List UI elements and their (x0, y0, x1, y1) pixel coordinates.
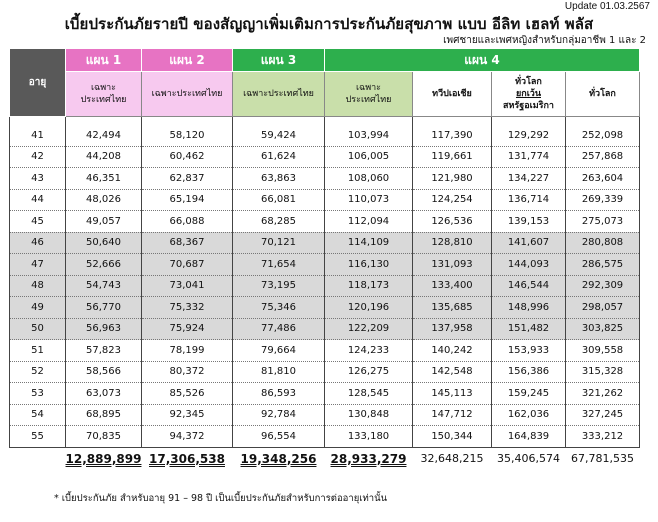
age-cell: 50 (10, 318, 66, 340)
premium-cell: 75,924 (142, 318, 233, 340)
premium-cell: 44,208 (66, 146, 142, 168)
table-row (10, 254, 640, 276)
premium-cell: 120,196 (325, 297, 413, 319)
plan-3-header: แผน 3 (233, 49, 325, 72)
table-row (10, 168, 640, 190)
premium-cell: 48,026 (66, 189, 142, 211)
coverage-header-thailand-plan2: เฉพาะประเทศไทย (142, 72, 233, 117)
premium-cell: 141,607 (492, 232, 566, 254)
premium-cell: 119,661 (413, 146, 492, 168)
premium-cell: 114,109 (325, 232, 413, 254)
premium-cell: 110,073 (325, 189, 413, 211)
age-column-header: อายุ (10, 49, 66, 117)
age-cell: 49 (10, 297, 66, 319)
premium-cell: 56,770 (66, 297, 142, 319)
premium-cell: 133,400 (413, 275, 492, 297)
premium-cell: 79,664 (233, 340, 325, 362)
premium-cell: 128,545 (325, 383, 413, 405)
premium-cell: 153,933 (492, 340, 566, 362)
table-row (10, 383, 640, 405)
coverage-header-asia: ทวีปเอเชีย (413, 72, 492, 117)
premium-cell: 59,424 (233, 125, 325, 146)
premium-cell: 116,130 (325, 254, 413, 276)
premium-cell: 108,060 (325, 168, 413, 190)
premium-cell: 156,386 (492, 361, 566, 383)
premium-cell: 92,784 (233, 404, 325, 426)
table-row (10, 426, 640, 448)
premium-cell: 309,558 (566, 340, 640, 362)
premium-cell: 86,593 (233, 383, 325, 405)
table-row (10, 318, 640, 340)
premium-cell: 327,245 (566, 404, 640, 426)
premium-cell: 128,810 (413, 232, 492, 254)
age-cell: 54 (10, 404, 66, 426)
premium-cell: 136,714 (492, 189, 566, 211)
premium-cell: 286,575 (566, 254, 640, 276)
age-cell: 42 (10, 146, 66, 168)
premium-cell: 134,227 (492, 168, 566, 190)
age-cell: 41 (10, 125, 66, 146)
premium-cell: 131,093 (413, 254, 492, 276)
premium-cell: 159,245 (492, 383, 566, 405)
premium-cell: 68,367 (142, 232, 233, 254)
premium-cell: 130,848 (325, 404, 413, 426)
premium-cell: 147,712 (413, 404, 492, 426)
premium-cell: 77,486 (233, 318, 325, 340)
total-cell: 12,889,899 (65, 451, 142, 466)
plan-1-header: แผน 1 (66, 49, 142, 72)
premium-cell: 275,073 (566, 211, 640, 233)
table-row (10, 361, 640, 383)
premium-cell: 298,057 (566, 297, 640, 319)
table-row (10, 275, 640, 297)
premium-cell: 135,685 (413, 297, 492, 319)
premium-cell: 292,309 (566, 275, 640, 297)
table-row (10, 189, 640, 211)
premium-cell: 164,839 (492, 426, 566, 448)
premium-cell: 122,209 (325, 318, 413, 340)
premium-cell: 52,666 (66, 254, 142, 276)
premium-cell: 73,195 (233, 275, 325, 297)
premium-cell: 117,390 (413, 125, 492, 146)
age-cell: 46 (10, 232, 66, 254)
update-label: Update 01.03.2567 (564, 1, 650, 12)
premium-cell: 80,372 (142, 361, 233, 383)
premium-cell: 146,544 (492, 275, 566, 297)
premium-cell: 257,868 (566, 146, 640, 168)
premium-table (9, 48, 640, 470)
premium-cell: 269,339 (566, 189, 640, 211)
age-cell: 45 (10, 211, 66, 233)
premium-cell: 68,285 (233, 211, 325, 233)
premium-cell: 124,254 (413, 189, 492, 211)
premium-cell: 62,837 (142, 168, 233, 190)
premium-cell: 46,351 (66, 168, 142, 190)
premium-cell: 73,041 (142, 275, 233, 297)
premium-cell: 75,346 (233, 297, 325, 319)
premium-cell: 137,958 (413, 318, 492, 340)
table-row (10, 340, 640, 362)
table-row (10, 297, 640, 319)
total-cell: 32,648,215 (420, 452, 484, 465)
premium-cell: 71,654 (233, 254, 325, 276)
premium-cell: 60,462 (142, 146, 233, 168)
premium-cell: 129,292 (492, 125, 566, 146)
premium-cell: 121,980 (413, 168, 492, 190)
premium-cell: 145,113 (413, 383, 492, 405)
total-cell: 17,306,538 (149, 451, 225, 466)
premium-cell: 333,212 (566, 426, 640, 448)
total-cell: 35,406,574 (497, 452, 560, 465)
table-row (10, 125, 640, 146)
premium-table-body (10, 117, 640, 448)
age-cell: 52 (10, 361, 66, 383)
premium-cell: 315,328 (566, 361, 640, 383)
premium-cell: 61,624 (233, 146, 325, 168)
premium-cell: 66,081 (233, 189, 325, 211)
total-cell: 67,781,535 (571, 452, 634, 465)
premium-cell: 75,332 (142, 297, 233, 319)
premium-cell: 66,088 (142, 211, 233, 233)
premium-cell: 106,005 (325, 146, 413, 168)
premium-cell: 63,073 (66, 383, 142, 405)
premium-cell: 142,548 (413, 361, 492, 383)
age-cell: 51 (10, 340, 66, 362)
premium-cell: 58,566 (66, 361, 142, 383)
age-cell: 44 (10, 189, 66, 211)
premium-cell: 303,825 (566, 318, 640, 340)
premium-cell: 92,345 (142, 404, 233, 426)
coverage-header-thailand-plan1: เฉพาะ ประเทศไทย (66, 72, 142, 117)
premium-cell: 139,153 (492, 211, 566, 233)
page-subtitle: เพศชายและเพศหญิงสำหรับกลุ่มอาชีพ 1 และ 2 (443, 35, 646, 46)
premium-cell: 150,344 (413, 426, 492, 448)
totals-row (10, 447, 640, 470)
table-row (10, 232, 640, 254)
premium-cell: 124,233 (325, 340, 413, 362)
premium-cell: 162,036 (492, 404, 566, 426)
premium-cell: 140,242 (413, 340, 492, 362)
page-title: เบี้ยประกันภัยรายปี ของสัญญาเพิ่มเติมการประกันภัยสุขภาพ แบบ อีลิท เฮลท์ พลัส (64, 15, 594, 33)
table-row (10, 146, 640, 168)
plan-4-header: แผน 4 (325, 49, 640, 72)
premium-cell: 263,604 (566, 168, 640, 190)
age-cell: 55 (10, 426, 66, 448)
coverage-header-worldwide-except-usa: ทั่วโลก ยกเว้น สหรัฐอเมริกา (492, 72, 566, 117)
premium-cell: 112,094 (325, 211, 413, 233)
totals-label-cell (10, 447, 66, 470)
premium-cell: 70,687 (142, 254, 233, 276)
premium-cell: 42,494 (66, 125, 142, 146)
premium-cell: 58,120 (142, 125, 233, 146)
premium-cell: 54,743 (66, 275, 142, 297)
plan-2-header: แผน 2 (142, 49, 233, 72)
premium-cell: 57,823 (66, 340, 142, 362)
premium-cell: 148,996 (492, 297, 566, 319)
premium-cell: 63,863 (233, 168, 325, 190)
spacer-row (10, 117, 640, 126)
premium-cell: 151,482 (492, 318, 566, 340)
premium-cell: 68,895 (66, 404, 142, 426)
total-cell: 19,348,256 (240, 451, 317, 466)
age-cell: 53 (10, 383, 66, 405)
footnote: * เบี้ยประกันภัย สำหรับอายุ 91 – 98 ปี เป็นเบี้ยประกันภัยสำหรับการต่ออายุเท่านั้น (54, 493, 388, 504)
premium-cell: 65,194 (142, 189, 233, 211)
coverage-header-worldwide: ทั่วโลก (566, 72, 640, 117)
premium-cell: 70,121 (233, 232, 325, 254)
premium-cell: 94,372 (142, 426, 233, 448)
age-cell: 47 (10, 254, 66, 276)
table-row (10, 404, 640, 426)
premium-cell: 81,810 (233, 361, 325, 383)
premium-cell: 49,057 (66, 211, 142, 233)
table-row (10, 211, 640, 233)
premium-cell: 70,835 (66, 426, 142, 448)
premium-cell: 118,173 (325, 275, 413, 297)
total-cell: 28,933,279 (330, 451, 407, 466)
premium-cell: 131,774 (492, 146, 566, 168)
premium-cell: 78,199 (142, 340, 233, 362)
premium-cell: 126,275 (325, 361, 413, 383)
premium-cell: 56,963 (66, 318, 142, 340)
premium-cell: 321,262 (566, 383, 640, 405)
premium-cell: 144,093 (492, 254, 566, 276)
premium-cell: 126,536 (413, 211, 492, 233)
coverage-header-thailand-plan3: เฉพาะประเทศไทย (233, 72, 325, 117)
coverage-header-thailand-plan4: เฉพาะ ประเทศไทย (325, 72, 413, 117)
premium-cell: 85,526 (142, 383, 233, 405)
premium-cell: 50,640 (66, 232, 142, 254)
premium-cell: 96,554 (233, 426, 325, 448)
premium-cell: 280,808 (566, 232, 640, 254)
age-cell: 43 (10, 168, 66, 190)
premium-cell: 103,994 (325, 125, 413, 146)
premium-cell: 252,098 (566, 125, 640, 146)
age-cell: 48 (10, 275, 66, 297)
premium-cell: 133,180 (325, 426, 413, 448)
